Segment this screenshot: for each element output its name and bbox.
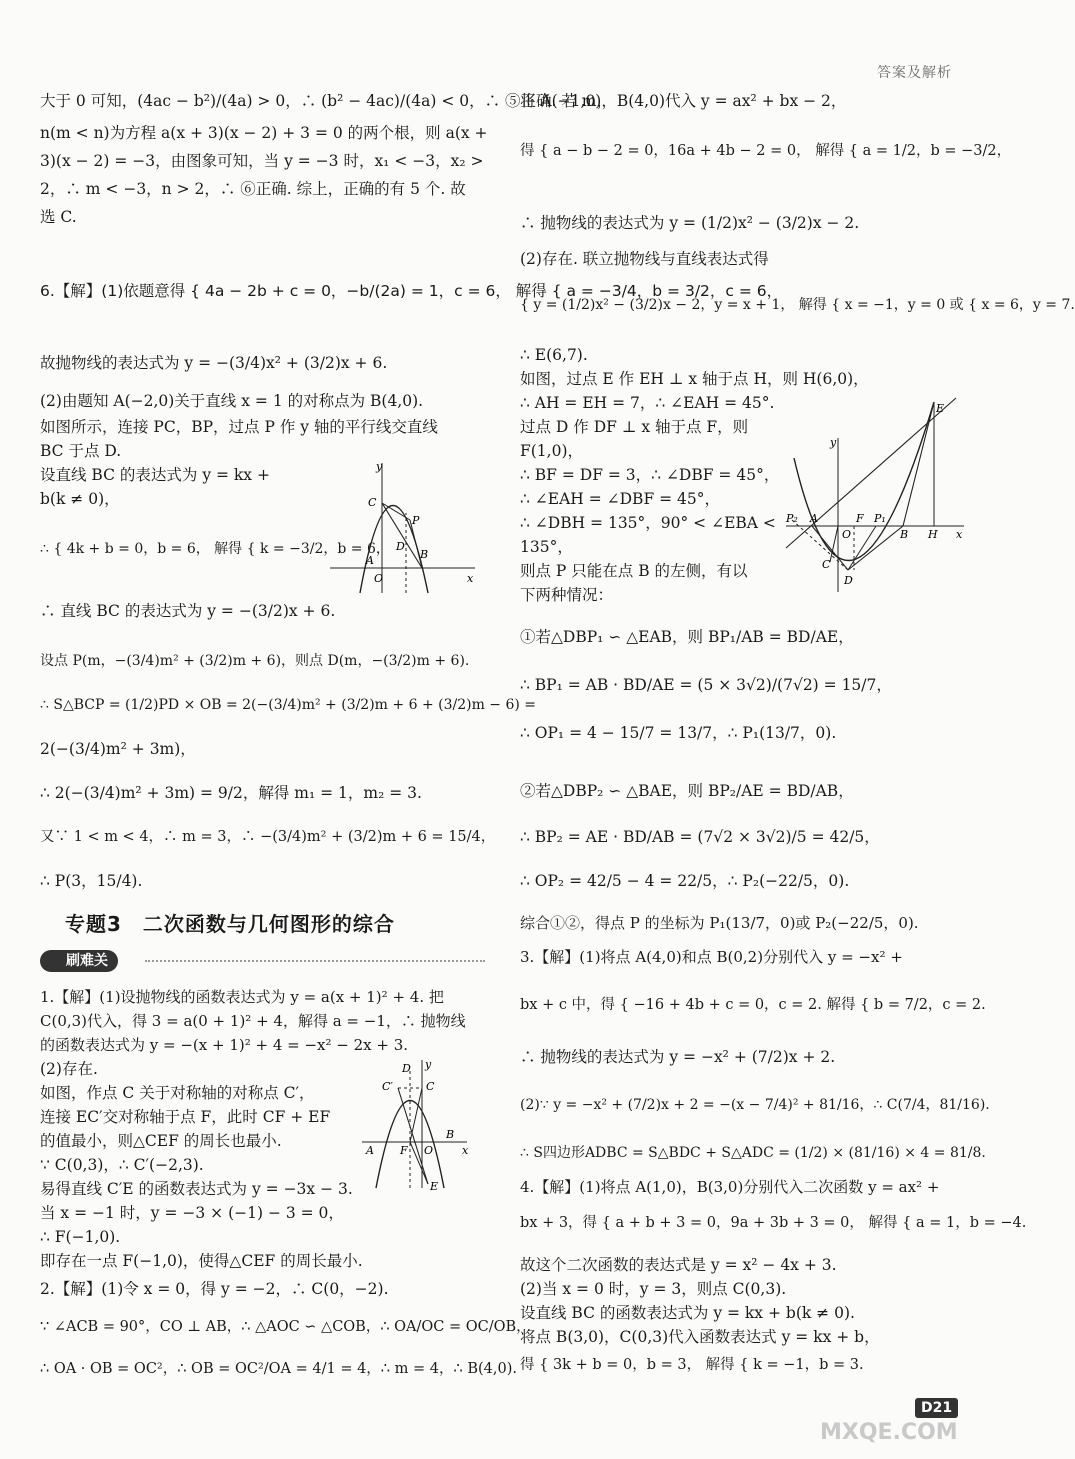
text-line: ∴ BF = DF = 3，∴ ∠DBF = 45°， bbox=[520, 466, 780, 484]
header-title: 答案及解析 bbox=[877, 65, 952, 81]
text-line: 得 { 3k + b = 0，b = 3， 解得 { k = −1，b = 3. bbox=[520, 1357, 864, 1373]
text-line: ∴ 直线 BC 的表达式为 y = −(3/2)x + 6. bbox=[40, 602, 336, 620]
figure-parabola-bc bbox=[330, 458, 480, 598]
text-line: 综合①②，得点 P 的坐标为 P₁(13/7，0)或 P₂(−22/5，0). bbox=[520, 914, 919, 932]
text-line: 大于 0 可知，(4ac − b²)/(4a) > 0，∴ (b² − 4ac)/(4a) < 0，∴ ⑤正确. 若 m， bbox=[40, 92, 613, 110]
text-line: 过点 D 作 DF ⊥ x 轴于点 F，则 bbox=[520, 418, 749, 436]
text-line: 如图所示，连接 PC，BP，过点 P 作 y 轴的平行线交直线 bbox=[40, 418, 438, 436]
text-line: 2(−(3/4)m² + 3m)， bbox=[40, 740, 196, 758]
text-line: 设直线 BC 的表达式为 y = kx + bbox=[40, 466, 270, 484]
text-line: 当 x = −1 时，y = −3 × (−1) − 3 = 0， bbox=[40, 1204, 344, 1222]
text-line: ∴ BP₂ = AE · BD/AB = (7√2 × 3√2)/5 = 42/5， bbox=[520, 828, 880, 846]
text-line: ∴ 抛物线的表达式为 y = (1/2)x² − (3/2)x − 2. bbox=[520, 214, 860, 232]
fig2-label: D bbox=[402, 1062, 411, 1075]
text-line: 将 A(−1,0)，B(4,0)代入 y = ax² + bx − 2， bbox=[520, 92, 847, 110]
text-line: ∴ F(−1,0). bbox=[40, 1228, 121, 1246]
text-line: ∴ 抛物线的表达式为 y = −x² + (7/2)x + 2. bbox=[520, 1048, 836, 1066]
text-line: (2)由题知 A(−2,0)关于直线 x = 1 的对称点为 B(4,0). bbox=[40, 392, 424, 410]
text-line: (2)当 x = 0 时，y = 3，则点 C(0,3). bbox=[520, 1280, 787, 1298]
fig3-label: O bbox=[842, 528, 852, 541]
fig1-label: O bbox=[374, 572, 384, 585]
text-line: ∴ OP₁ = 4 − 15/7 = 13/7，∴ P₁(13/7，0). bbox=[520, 724, 837, 742]
section-title: 专题3 二次函数与几何图形的综合 bbox=[65, 912, 395, 936]
problem-3-line: 3.【解】(1)将点 A(4,0)和点 B(0,2)分别代入 y = −x² + bbox=[520, 948, 903, 966]
text-line: 如图，作点 C 关于对称轴的对称点 C′， bbox=[40, 1084, 315, 1102]
text-line: ∴ AH = EH = 7，∴ ∠EAH = 45°. bbox=[520, 394, 775, 412]
fig3-label: F bbox=[856, 512, 864, 525]
text-line: ∴ ∠EAH = ∠DBF = 45°， bbox=[520, 490, 721, 508]
text-line: ∴ OA · OB = OC²，∴ OB = OC²/OA = 4/1 = 4，∴ m = 4，∴ B(4,0). bbox=[40, 1361, 517, 1377]
text-line: b(k ≠ 0)， bbox=[40, 490, 120, 508]
problem-4-line: 4.【解】(1)将点 A(1,0)，B(3,0)分别代入二次函数 y = ax² + bbox=[520, 1178, 940, 1196]
fig3-label: D bbox=[844, 574, 853, 587]
text-line: (2)∵ y = −x² + (7/2)x + 2 = −(x − 7/4)² + 81/16，∴ C(7/4，81/16). bbox=[520, 1097, 990, 1113]
text-line: 故抛物线的表达式为 y = −(3/4)x² + (3/2)x + 6. bbox=[40, 354, 388, 372]
text-line: 将点 B(3,0)，C(0,3)代入函数表达式 y = kx + b， bbox=[520, 1328, 880, 1346]
text-line: ∴ 2(−(3/4)m² + 3m) = 9/2，解得 m₁ = 1，m₂ = 3. bbox=[40, 784, 422, 802]
text-line: 如图，过点 E 作 EH ⊥ x 轴于点 H，则 H(6,0)， bbox=[520, 370, 869, 388]
fig2-label: B bbox=[446, 1128, 455, 1141]
text-line: 即存在一点 F(−1,0)，使得△CEF 的周长最小. bbox=[40, 1252, 363, 1270]
text-line: 的函数表达式为 y = −(x + 1)² + 4 = −x² − 2x + 3. bbox=[40, 1036, 409, 1054]
text-line: ∴ S△BCP = (1/2)PD × OB = 2(−(3/4)m² + (3/2)m + 6 + (3/2)m − 6) = bbox=[40, 697, 537, 713]
fig2-label: E bbox=[430, 1180, 439, 1193]
fig2-label: F bbox=[400, 1144, 408, 1157]
text-line: 下两种情况： bbox=[520, 586, 614, 604]
text-line: ∴ OP₂ = 42/5 − 4 = 22/5，∴ P₂(−22/5，0). bbox=[520, 872, 850, 890]
text-line: 选 C. bbox=[40, 208, 77, 226]
text-line: 设点 P(m，−(3/4)m² + (3/2)m + 6)，则点 D(m，−(3/2)m + 6). bbox=[40, 653, 470, 669]
fig2-label: C′ bbox=[382, 1080, 393, 1093]
text-line: 设直线 BC 的函数表达式为 y = kx + b(k ≠ 0). bbox=[520, 1304, 855, 1322]
text-line: 易得直线 C′E 的函数表达式为 y = −3x − 3. bbox=[40, 1180, 353, 1198]
fig3-label: H bbox=[928, 528, 938, 541]
text-line: bx + 3，得 { a + b + 3 = 0，9a + 3b + 3 = 0， 解得 { a = 1，b = −4. bbox=[520, 1215, 1027, 1231]
fig1-label: A bbox=[366, 554, 374, 567]
fig3-label: x bbox=[956, 528, 963, 541]
text-line: 得 { a − b − 2 = 0，16a + 4b − 2 = 0， 解得 { a = 1/2，b = −3/2， bbox=[520, 143, 1012, 159]
text-line: ∴ S四边形ADBC = S△BDC + S△ADC = (1/2) × (81/16) × 4 = 81/8. bbox=[520, 1145, 986, 1161]
fig2-label: A bbox=[366, 1144, 374, 1157]
text-line: 又∵ 1 < m < 4，∴ m = 3，∴ −(3/4)m² + (3/2)m + 6 = 15/4， bbox=[40, 829, 496, 845]
figure-parabola-symmetry bbox=[362, 1058, 472, 1194]
page-number: D21 bbox=[915, 1398, 958, 1418]
text-line: BC 于点 D. bbox=[40, 442, 122, 460]
text-line: ∵ ∠ACB = 90°，CO ⊥ AB，∴ △AOC ∽ △COB，∴ OA/OC = OC/OB， bbox=[40, 1319, 531, 1335]
text-line: (2)存在. bbox=[40, 1060, 98, 1078]
fig1-label: x bbox=[467, 572, 474, 585]
tag-divider bbox=[145, 960, 485, 962]
text-line: 2，∴ m < −3，n > 2，∴ ⑥正确. 综上，正确的有 5 个. 故 bbox=[40, 180, 466, 198]
watermark: MXQE.COM bbox=[820, 1420, 958, 1445]
text-line: ②若△DBP₂ ∽ △BAE，则 BP₂/AE = BD/AB， bbox=[520, 782, 854, 800]
problem-6-line: 6.【解】(1)依题意得 { 4a − 2b + c = 0，−b/(2a) = 1，c = 6， 解得 { a = −3/4，b = 3/2，c = 6， bbox=[40, 282, 783, 300]
text-line: 的值最小，则△CEF 的周长也最小. bbox=[40, 1132, 282, 1150]
text-line: 故这个二次函数的表达式是 y = x² − 4x + 3. bbox=[520, 1256, 837, 1274]
fig3-label: A bbox=[810, 512, 818, 525]
text-line: ①若△DBP₁ ∽ △EAB，则 BP₁/AB = BD/AE， bbox=[520, 628, 854, 646]
text-line: (2)存在. 联立抛物线与直线表达式得 bbox=[520, 250, 769, 268]
fig2-label: x bbox=[462, 1144, 469, 1157]
fig1-label: B bbox=[420, 548, 429, 561]
fig3-label: C bbox=[822, 558, 831, 571]
problem-1-line: 1.【解】(1)设抛物线的函数表达式为 y = a(x + 1)² + 4. 把 bbox=[40, 988, 444, 1006]
text-line: 连接 EC′交对称轴于点 F，此时 CF + EF bbox=[40, 1108, 331, 1126]
fig3-label: P₂ bbox=[786, 512, 798, 525]
text-line: F(1,0)， bbox=[520, 442, 583, 460]
fig3-label: y bbox=[830, 436, 837, 449]
fig3-label: E bbox=[936, 402, 945, 415]
text-line: C(0,3)代入，得 3 = a(0 + 1)² + 4，解得 a = −1，∴ 抛物线 bbox=[40, 1012, 466, 1030]
fig3-label: P₁ bbox=[874, 512, 886, 525]
text-line: 3)(x − 2) = −3，由图象可知，当 y = −3 时，x₁ < −3，x₂ > bbox=[40, 152, 484, 170]
text-line: n(m < n)为方程 a(x + 3)(x − 2) + 3 = 0 的两个根，则 a(x + bbox=[40, 124, 488, 142]
text-line: ∴ E(6,7). bbox=[520, 346, 588, 364]
fig1-label: y bbox=[376, 460, 383, 473]
text-line: ∴ { 4k + b = 0，b = 6， 解得 { k = −3/2，b = 6， bbox=[40, 541, 390, 557]
text-line: ∴ BP₁ = AB · BD/AE = (5 × 3√2)/(7√2) = 15/7， bbox=[520, 676, 892, 694]
text-line: 135°， bbox=[520, 538, 573, 556]
text-line: ∴ ∠DBH = 135°，90° < ∠EBA < bbox=[520, 514, 776, 532]
fig2-label: O bbox=[424, 1144, 434, 1157]
fig1-label: D bbox=[396, 540, 405, 553]
text-line: bx + c 中，得 { −16 + 4b + c = 0，c = 2. 解得 { b = 7/2，c = 2. bbox=[520, 997, 986, 1013]
fig2-label: y bbox=[425, 1058, 432, 1071]
figure-parabola-line-ae bbox=[786, 398, 966, 594]
text-line: { y = (1/2)x² − (3/2)x − 2，y = x + 1， 解得 { x = −1，y = 0 或 { x = 6，y = 7. bbox=[520, 297, 1075, 313]
section-tag: 刷难关 bbox=[40, 950, 118, 972]
text-line: 则点 P 只能在点 B 的左侧，有以 bbox=[520, 562, 748, 580]
text-line: ∴ P(3，15/4). bbox=[40, 872, 143, 890]
fig2-label: C bbox=[426, 1080, 435, 1093]
fig3-label: B bbox=[900, 528, 909, 541]
fig1-label: C bbox=[368, 496, 377, 509]
fig1-label: P bbox=[412, 514, 420, 527]
text-line: ∵ C(0,3)，∴ C′(−2,3). bbox=[40, 1156, 204, 1174]
problem-2-line: 2.【解】(1)令 x = 0，得 y = −2，∴ C(0，−2). bbox=[40, 1280, 389, 1298]
